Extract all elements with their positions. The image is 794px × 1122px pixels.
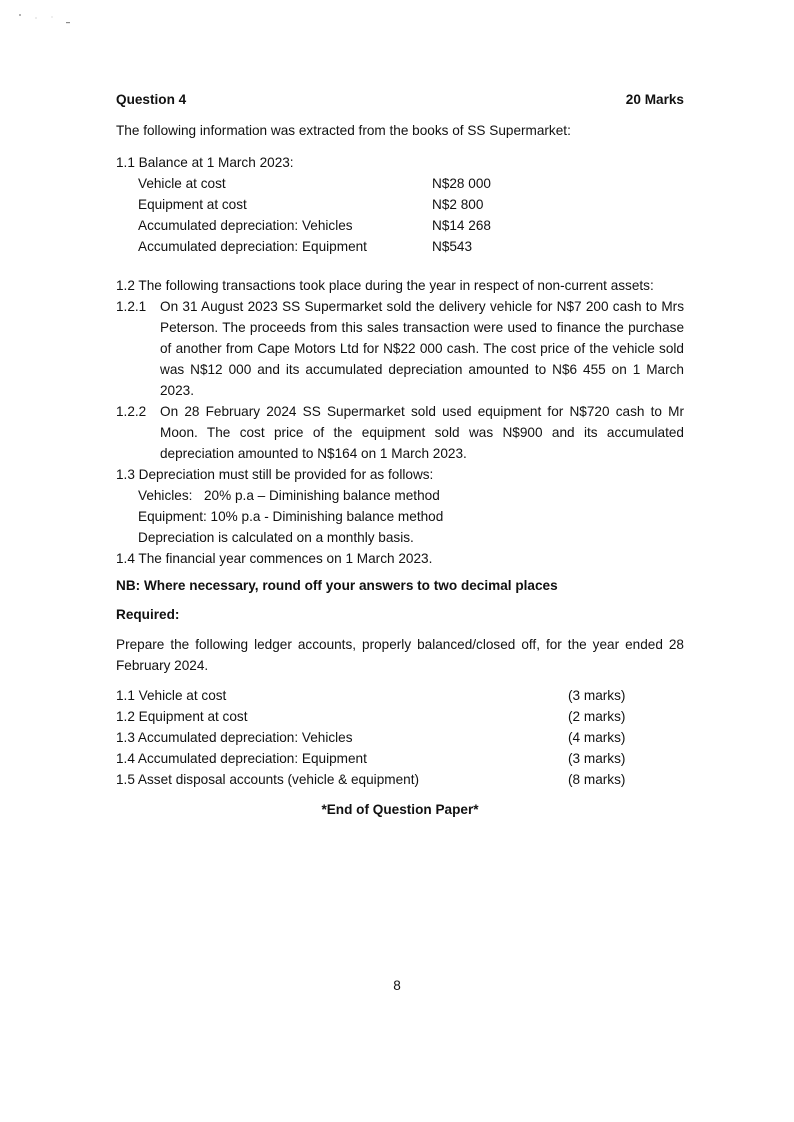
requirement-marks: (2 marks) bbox=[568, 709, 626, 724]
balance-value: N$2 800 bbox=[432, 197, 484, 212]
intro-text: The following information was extracted from the books of SS Supermarket: bbox=[116, 123, 571, 138]
balance-row bbox=[138, 194, 684, 215]
instruction-text: Prepare the following ledger accounts, properly balanced/closed off, for the year ended 28 February 2024. bbox=[116, 637, 684, 673]
requirement-label: 1.5 Asset disposal accounts (vehicle & equipment) bbox=[116, 772, 420, 787]
section-1-1 bbox=[116, 152, 684, 257]
transaction-text: On 31 August 2023 SS Supermarket sold the delivery vehicle for N$7 200 cash to Mrs Peterson. The proceeds from this sales transaction were used to finance the purchase of another from Cape Motors Ltd for N$22 000 cash. The cost price of the vehicle sold was N$12 000 and its accumulated depreciation amounted to N$6 455 on 1 March 2023. bbox=[160, 299, 684, 398]
balance-label: Equipment at cost bbox=[138, 197, 247, 212]
monthly-basis-line: Depreciation is calculated on a monthly basis. bbox=[138, 530, 414, 545]
requirement-label: 1.1 Vehicle at cost bbox=[116, 688, 227, 703]
required-heading: Required: bbox=[116, 607, 180, 622]
vehicles-rate: 20% p.a – Diminishing balance method bbox=[204, 488, 440, 503]
nb-note: NB: Where necessary, round off your answers to two decimal places bbox=[116, 578, 558, 593]
requirement-row bbox=[116, 685, 684, 706]
balance-value: N$14 268 bbox=[432, 218, 491, 233]
section-1-2 bbox=[116, 275, 684, 464]
question-marks: 20 Marks bbox=[625, 92, 684, 107]
end-of-paper: *End of Question Paper* bbox=[321, 802, 479, 817]
balance-value: N$28 000 bbox=[432, 176, 491, 191]
section-1-2-heading: 1.2 The following transactions took place during the year in respect of non-current assets: bbox=[116, 278, 654, 293]
transaction-number: 1.2.2 bbox=[116, 404, 147, 419]
transaction-number: 1.2.1 bbox=[116, 299, 147, 314]
requirement-label: 1.2 Equipment at cost bbox=[116, 709, 248, 724]
requirement-row bbox=[116, 706, 684, 727]
requirement-label: 1.4 Accumulated depreciation: Equipment bbox=[116, 751, 367, 766]
requirement-marks: (3 marks) bbox=[568, 751, 626, 766]
requirement-label: 1.3 Accumulated depreciation: Vehicles bbox=[116, 730, 353, 745]
vehicles-depreciation-line bbox=[138, 485, 684, 506]
transaction-text: On 28 February 2024 SS Supermarket sold used equipment for N$720 cash to Mr Moon. The cost price of the equipment sold was N$900 and its accumulated depreciation amounted to N$164 on 1 March 2023. bbox=[160, 404, 684, 461]
vehicles-label: Vehicles: bbox=[138, 488, 193, 503]
requirements-list bbox=[116, 685, 684, 790]
equipment-depreciation-line: Equipment: 10% p.a - Diminishing balance method bbox=[138, 509, 444, 524]
balance-label: Accumulated depreciation: Equipment bbox=[138, 239, 367, 254]
transaction-item bbox=[116, 296, 684, 401]
section-1-3 bbox=[116, 464, 684, 548]
requirement-marks: (4 marks) bbox=[568, 730, 626, 745]
requirement-marks: (3 marks) bbox=[568, 688, 626, 703]
requirement-row bbox=[116, 727, 684, 748]
requirement-row bbox=[116, 748, 684, 769]
balance-label: Vehicle at cost bbox=[138, 176, 226, 191]
section-1-3-heading: 1.3 Depreciation must still be provided for as follows: bbox=[116, 467, 434, 482]
transaction-item bbox=[116, 401, 684, 464]
section-1-1-heading: 1.1 Balance at 1 March 2023: bbox=[116, 155, 294, 170]
page-number: 8 bbox=[393, 978, 401, 993]
balance-row bbox=[138, 236, 684, 257]
question-page bbox=[116, 90, 684, 820]
balance-value: N$543 bbox=[432, 239, 473, 254]
requirement-row bbox=[116, 769, 684, 790]
balance-row bbox=[138, 215, 684, 236]
balance-row bbox=[138, 173, 684, 194]
balance-label: Accumulated depreciation: Vehicles bbox=[138, 218, 353, 233]
section-1-4: 1.4 The financial year commences on 1 March 2023. bbox=[116, 551, 433, 566]
requirement-marks: (8 marks) bbox=[568, 772, 626, 787]
question-header bbox=[116, 90, 684, 110]
balance-list bbox=[138, 173, 684, 257]
question-title: Question 4 bbox=[116, 92, 187, 107]
scan-artifact-marks bbox=[12, 12, 82, 26]
